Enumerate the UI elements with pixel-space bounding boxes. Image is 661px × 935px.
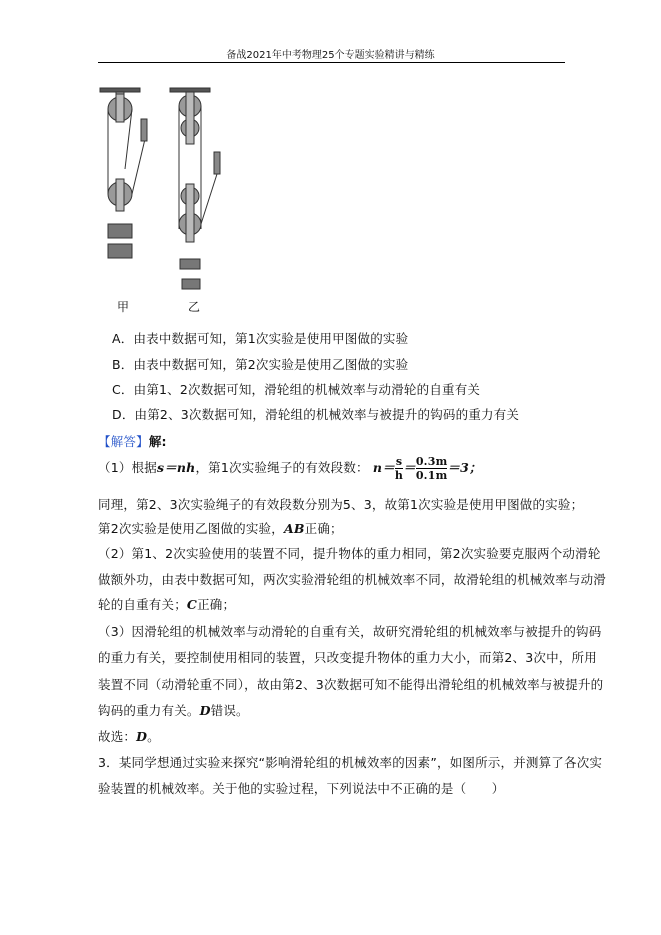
answer-line-11 — [98, 727, 160, 745]
answer-heading — [98, 432, 167, 450]
page-header: 备战2021年中考物理25个专题实验精讲与精练 — [226, 50, 435, 61]
answer-line-5: 做额外功，由表中数据可知，两次实验滑轮组的机械效率不同，故滑轮组的机械效率与动滑 — [98, 572, 607, 587]
choice: D — [199, 703, 211, 718]
denominator: h — [394, 469, 404, 482]
figure-label-yi: 乙 — [188, 300, 201, 314]
text: 正确； — [304, 521, 343, 536]
answer-line-2: 同理，第2、3次实验绳子的有效段数分别为5、3，故第1次实验是使用甲图做的实验； — [98, 497, 584, 512]
equals: ＝ — [403, 460, 416, 475]
result: ＝3； — [447, 460, 482, 475]
text: 第2次实验是使用乙图做的实验， — [98, 521, 284, 536]
answer-line-3 — [98, 519, 343, 537]
formula-n: n＝ — [372, 460, 395, 475]
numerator: s — [395, 455, 403, 468]
answer-line-8: 的重力有关，要控制使用相同的装置，只改变提升物体的重力大小，而第2、3次中，所用 — [98, 650, 597, 665]
option-b: B．由表中数据可知，第2次实验是使用乙图做的实验 — [112, 357, 409, 372]
text: 正确； — [197, 597, 236, 612]
text: ，第1次实验绳子的有效段数： — [195, 460, 369, 475]
header-rule — [98, 62, 565, 63]
answer-line-10 — [98, 701, 249, 719]
fraction-s-h — [395, 455, 403, 482]
answer-line-1 — [98, 455, 482, 482]
pulley-system-jia — [100, 88, 147, 258]
option-d: D．由第2、3次数据可知，滑轮组的机械效率与被提升的钩码的重力有关 — [112, 407, 520, 422]
numerator: 0.3m — [415, 455, 448, 468]
answer-line-6 — [98, 595, 235, 613]
question-3-line-1: 3．某同学想通过实验来探究“影响滑轮组的机械效率的因素”，如图所示，并测算了各次实 — [98, 755, 603, 770]
choice: AB — [283, 521, 305, 536]
text: （1）根据 — [98, 460, 157, 475]
pulley-system-yi — [170, 88, 220, 289]
answer-tag: 【解答】 — [98, 434, 149, 449]
answer-line-9: 装置不同（动滑轮重不同），故由第2、3次数据可知不能得出滑轮组的机械效率与被提升的 — [98, 677, 604, 692]
text: 。 — [147, 729, 160, 744]
option-c: C．由第1、2次数据可知，滑轮组的机械效率与动滑轮的自重有关 — [112, 382, 481, 397]
option-a: A．由表中数据可知，第1次实验是使用甲图做的实验 — [112, 331, 409, 346]
formula: s＝nh — [156, 460, 196, 475]
choice: C — [186, 597, 198, 612]
fraction-values — [416, 455, 448, 482]
text: 故选： — [98, 729, 137, 744]
pulley-figure — [95, 84, 245, 299]
choice: D — [136, 729, 148, 744]
text: 钩码的重力有关。 — [98, 703, 200, 718]
answer-tag-after: 解: — [148, 434, 167, 449]
answer-line-4: （2）第1、2次实验使用的装置不同，提升物体的重力相同，第2次实验要克服两个动滑轮 — [98, 546, 601, 561]
text: 错误。 — [210, 703, 249, 718]
figure-label-jia: 甲 — [117, 300, 130, 314]
denominator: 0.1m — [415, 469, 448, 482]
answer-line-7: （3）因滑轮组的机械效率与动滑轮的自重有关，故研究滑轮组的机械效率与被提升的钩码 — [98, 624, 602, 639]
text: 轮的自重有关； — [98, 597, 187, 612]
question-3-line-2: 验装置的机械效率。关于他的实验过程，下列说法中不正确的是（ ） — [98, 781, 505, 796]
